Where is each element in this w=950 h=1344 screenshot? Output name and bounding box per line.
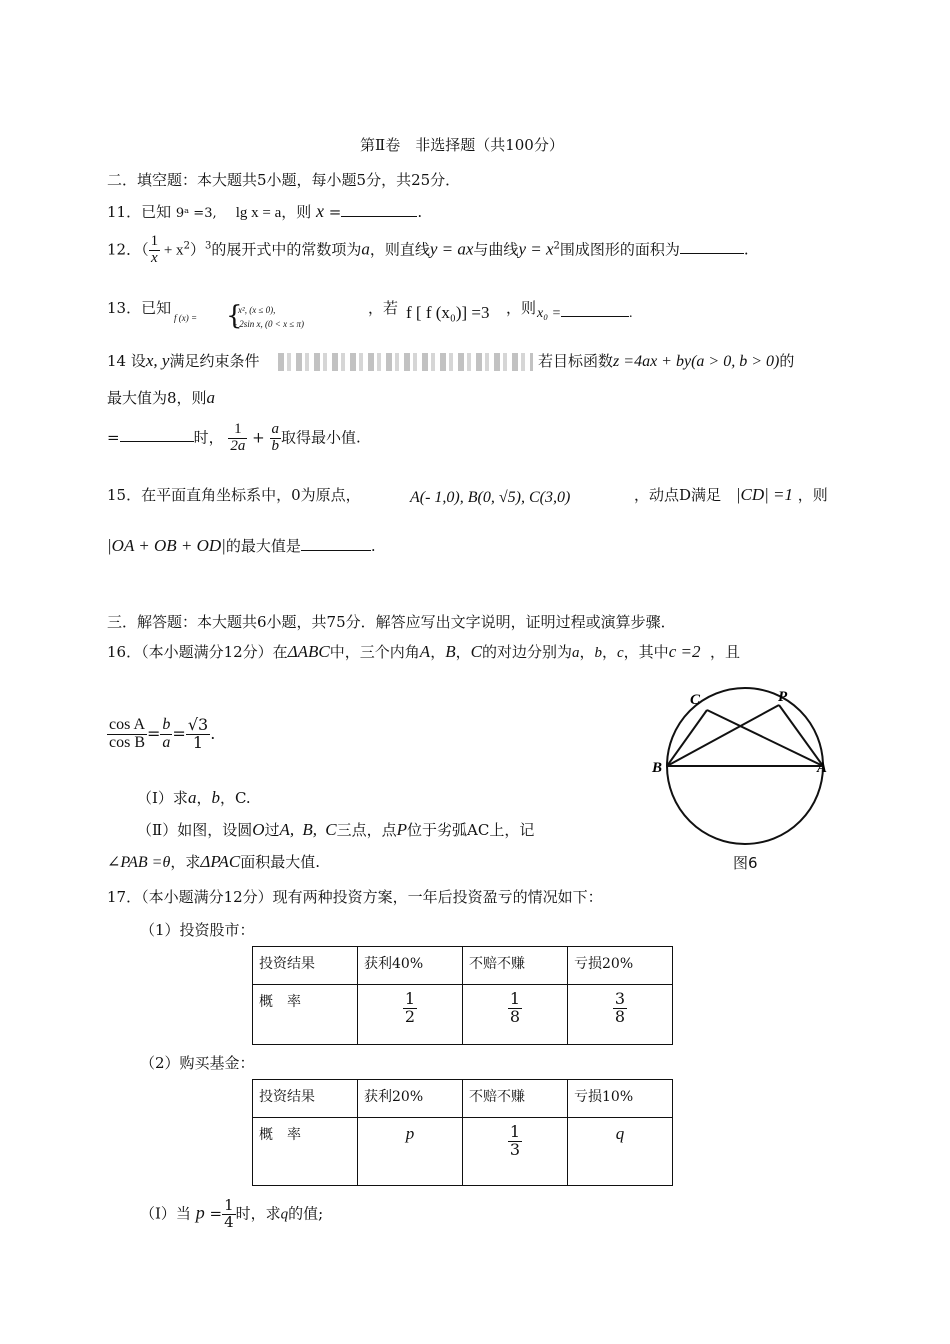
circle-figure [650, 684, 850, 854]
table-cell: $\frac{3}{8}$ [568, 985, 673, 1045]
question-17: 17．（本小题满分12分）现有两种投资方案，一年后投资盈亏的情况如下： [107, 888, 603, 906]
table-header: 投资结果 [253, 947, 358, 985]
answer-blank [680, 239, 744, 254]
question-16-part2: （Ⅱ）如图，设圆O过A, B, C三点，点P位于劣弧AC上，记 [137, 820, 535, 839]
question-13-cont: ，若 [368, 299, 399, 317]
question-14-line2: 最大值为8，则a [107, 388, 216, 407]
question-13-then: ，则 [506, 299, 537, 317]
question-13-x0: x₀ = . [537, 306, 633, 321]
table-header: 获利20% [358, 1080, 463, 1118]
question-14: 14 设x, y满足约束条件 若目标函数z =4ax + by(a > 0, b > 0)的 [107, 351, 795, 370]
section3-title: 三．解答题：本大题共6小题，共75分．解答应写出文字说明，证明过程或演算步骤． [107, 613, 676, 631]
table-row-label: 概 率 [253, 1118, 358, 1186]
sub-2-title: （2）购买基金： [140, 1054, 255, 1072]
question-12: 12．（ $\frac{1}{x}$ + $x^2)^3$的展开式中的常数项为a，则直线y = ax与曲线$y = x^2$围成图形的面积为 . [107, 233, 749, 266]
question-16-condition: $\frac{\text{cos A}}{\text{cos B}}$ = $\frac{b}{a}$ = $\frac{√3}{1}$ . [109, 715, 216, 752]
question-13: 13．已知 [107, 299, 172, 317]
question-16-part2-line2: ∠PAB =θ，求ΔPAC面积最大值. [107, 852, 321, 871]
table-header: 不赔不赚 [463, 947, 568, 985]
constraint-system-image [278, 353, 533, 371]
label-b: B [652, 760, 663, 776]
answer-blank [341, 202, 417, 217]
question-15: 15．在平面直角坐标系中，0为原点， [107, 486, 361, 504]
label-c: C [690, 692, 701, 708]
section2-title: 二．填空题：本大题共5小题，每小题5分，共25分． [107, 171, 461, 189]
table-header: 亏损10% [568, 1080, 673, 1118]
table-cell: $\frac{1}{8}$ [463, 985, 568, 1045]
label-a: A [817, 760, 828, 776]
question-15-line2: |OA + OB + OD|的最大值是 . [107, 536, 376, 555]
fund-table [252, 1079, 673, 1186]
table-header: 获利40% [358, 947, 463, 985]
question-15-points: A(- 1,0), B(0, √5), C(3,0) [410, 489, 571, 506]
table-cell: q [568, 1118, 673, 1186]
table-row-label: 概 率 [253, 985, 358, 1045]
table-cell: p [358, 1118, 463, 1186]
question-16-part1: （Ⅰ）求a，b，C. [137, 788, 251, 807]
table-cell: $\frac{1}{2}$ [358, 985, 463, 1045]
label-p: P [778, 689, 788, 705]
chord-bp [667, 705, 779, 766]
figure-caption: 图6 [733, 854, 758, 872]
question-15-cont: ，动点D满足 |CD| =1 ，则 [634, 485, 828, 504]
table-header: 投资结果 [253, 1080, 358, 1118]
question-16: 16．（本小题满分12分）在ΔABC中，三个内角A，B，C的对边分别为a，b，c，其中c =2 ，且 [107, 642, 741, 661]
question-17-part1: （Ⅰ）当 p = $\frac{1}{4}$ 时，求q的值; [140, 1196, 324, 1231]
table-header: 不赔不赚 [463, 1080, 568, 1118]
table-cell: $\frac{1}{3}$ [463, 1118, 568, 1186]
table-header: 亏损20% [568, 947, 673, 985]
question-13-cond: f [ f (x₀)] =3 [406, 303, 490, 322]
question-14-line3: = 时， $\frac{1}{2a}$ + $\frac{a}{b}$ 取得最小值. [107, 421, 361, 454]
sub-1-title: （1）投资股市： [140, 921, 255, 939]
stock-table [252, 946, 673, 1045]
section-header: 第Ⅱ卷 非选择题（共100分） [360, 136, 564, 154]
question-11: 11．已知 9ᵃ =3, lg x = a，则 x = . [107, 201, 423, 221]
